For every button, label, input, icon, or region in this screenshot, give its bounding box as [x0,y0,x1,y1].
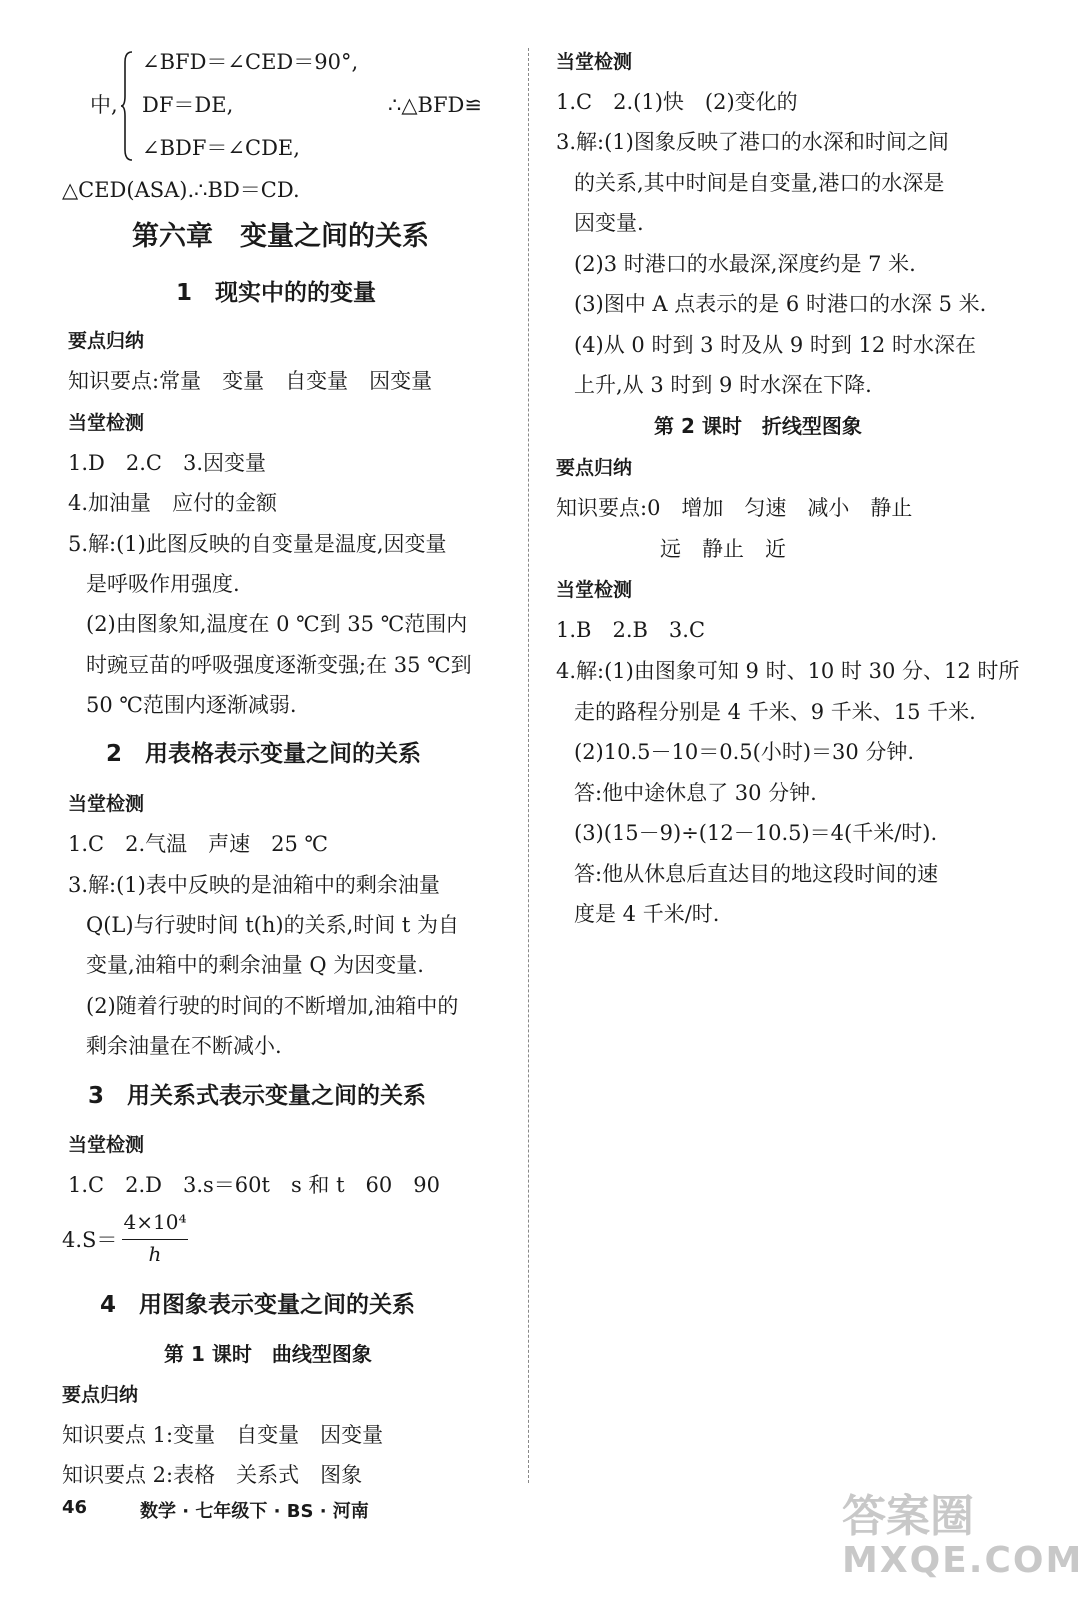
right-answer-1: 1.C 2.(1)快 (2)变化的 [556,90,798,114]
right-heading-check-2: 当堂检测 [556,579,633,601]
section-4-lesson-1-title: 第 1 课时 曲线型图象 [164,1342,372,1366]
section-1-knowledge: 知识要点:常量 变量 自变量 因变量 [68,369,433,393]
fraction-numerator: 4×10⁴ [123,1210,187,1234]
right-answer-3b: 的关系,其中时间是自变量,港口的水深是 [574,171,945,195]
right-answer-3a: 3.解:(1)图象反映了港口的水深和时间之间 [556,130,949,154]
right-answer-3d: (2)3 时港口的水最深,深度约是 7 米. [574,252,916,276]
section-1-answer-5c: (2)由图象知,温度在 0 ℃到 35 ℃范围内 [86,612,468,636]
section-4-heading-summary: 要点归纳 [62,1384,139,1406]
section-2-answer-3d: (2)随着行驶的时间的不断增加,油箱中的 [86,994,459,1018]
proof-line-1: ∠BFD＝∠CED＝90°, [142,50,359,74]
proof-line-3: ∠BDF＝∠CDE, [142,136,300,160]
section-2-title: 2 用表格表示变量之间的关系 [106,741,422,767]
right-answer-3f: (4)从 0 时到 3 时及从 9 时到 12 时水深在 [574,333,976,357]
section-2-answer-3c: 变量,油箱中的剩余油量 Q 为因变量. [86,953,424,977]
column-divider [528,48,529,1483]
section-4-title: 4 用图象表示变量之间的关系 [100,1292,416,1318]
right-answer-b4a: 4.解:(1)由图象可知 9 时、10 时 30 分、12 时所 [556,659,1020,683]
section-1-answer-5e: 50 ℃范围内逐渐减弱. [86,693,297,717]
section-1-heading-summary: 要点归纳 [68,330,145,352]
section-2-answer-3a: 3.解:(1)表中反映的是油箱中的剩余油量 [68,873,440,897]
right-answer-3e: (3)图中 A 点表示的是 6 时港口的水深 5 米. [574,292,987,316]
right-answer-3c: 因变量. [574,211,644,235]
watermark-logo: 答案圈 [842,1491,974,1542]
right-heading-check-1: 当堂检测 [556,51,633,73]
section-1-answer-5b: 是呼吸作用强度. [86,572,240,596]
section-4-knowledge-1: 知识要点 1:变量 自变量 因变量 [62,1423,384,1447]
brace-symbol [120,50,134,162]
right-answer-b1: 1.B 2.B 3.C [556,618,706,642]
section-3-heading-check: 当堂检测 [68,1134,145,1156]
proof-line-2: DF＝DE, [142,93,234,117]
page-number: 46 [62,1497,88,1518]
section-1-answer-5a: 5.解:(1)此图反映的自变量是温度,因变量 [68,532,447,556]
section-4-knowledge-2: 知识要点 2:表格 关系式 图象 [62,1463,363,1487]
right-heading-summary: 要点归纳 [556,457,633,479]
section-2-answer-3e: 剩余油量在不断减小. [86,1034,282,1058]
section-2-answer-3b: Q(L)与行驶时间 t(h)的关系,时间 t 为自 [86,913,460,937]
section-1-answer-1: 1.D 2.C 3.因变量 [68,451,267,475]
section-1-heading-check: 当堂检测 [68,412,145,434]
right-answer-b4c: (2)10.5－10＝0.5(小时)＝30 分钟. [574,740,915,764]
section-2-answer-1: 1.C 2.气温 声速 25 ℃ [68,832,329,856]
right-knowledge-1: 知识要点:0 增加 匀速 减小 静止 [556,496,913,520]
right-answer-b4e: (3)(15－9)÷(12－10.5)＝4(千米/时). [574,821,938,845]
section-2-heading-check: 当堂检测 [68,793,145,815]
right-lesson-2-title: 第 2 课时 折线型图象 [654,414,862,438]
proof-therefore: ∴△BFD≌ [388,93,482,117]
proof-zhong: 中, [90,93,118,117]
watermark-url: MXQE.COM [842,1540,1083,1581]
right-knowledge-2: 远 静止 近 [660,537,786,561]
fraction-bar [122,1239,188,1240]
right-answer-b4b: 走的路程分别是 4 千米、9 千米、15 千米. [574,700,976,724]
proof-line-4: △CED(ASA).∴BD＝CD. [62,178,300,202]
section-3-answer-4-prefix: 4.S＝ [62,1228,118,1252]
right-answer-b4d: 答:他中途休息了 30 分钟. [574,781,817,805]
fraction-denominator: h [148,1242,162,1266]
section-3-title: 3 用关系式表示变量之间的关系 [88,1083,427,1109]
right-answer-b4f: 答:他从休息后直达目的地这段时间的速 [574,862,939,886]
section-3-answer-1: 1.C 2.D 3.s＝60t s 和 t 60 90 [68,1173,440,1197]
section-1-answer-4: 4.加油量 应付的金额 [68,491,278,515]
chapter-title: 第六章 变量之间的关系 [132,221,429,252]
right-answer-b4g: 度是 4 千米/时. [574,902,720,926]
section-1-answer-5d: 时豌豆苗的呼吸强度逐渐变强;在 35 ℃到 [86,653,472,677]
book-info: 数学 · 七年级下 · BS · 河南 [140,1501,369,1522]
right-answer-3g: 上升,从 3 时到 9 时水深在下降. [574,373,872,397]
section-1-title: 1 现实中的的变量 [176,280,377,306]
